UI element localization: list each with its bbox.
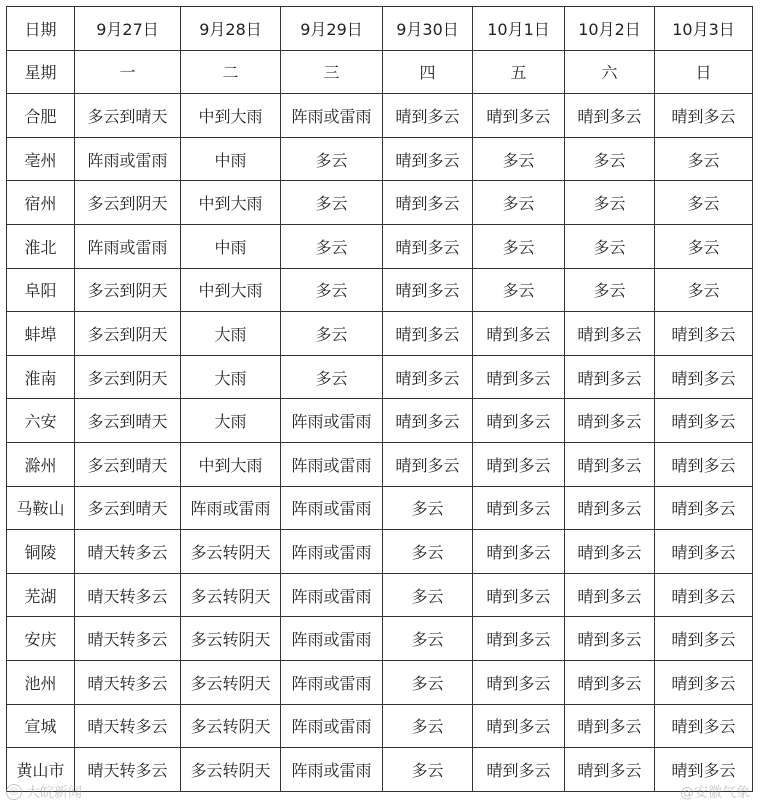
- table-cell: 多云到阴天: [75, 268, 181, 312]
- table-cell: 多云到晴天: [75, 94, 181, 138]
- table-cell: 多云: [281, 224, 383, 268]
- row-label-cell: 亳州: [7, 137, 75, 181]
- table-cell: 晴天转多云: [75, 704, 181, 748]
- table-cell: 多云: [383, 486, 473, 530]
- table-cell: 日: [655, 50, 753, 94]
- table-cell: 晴到多云: [565, 530, 655, 574]
- table-cell: 晴到多云: [383, 224, 473, 268]
- table-cell: 晴到多云: [383, 268, 473, 312]
- row-label-cell: 安庆: [7, 617, 75, 661]
- table-cell: 9月28日: [181, 7, 281, 51]
- table-row: [7, 355, 753, 399]
- table-cell: 阵雨或雷雨: [281, 617, 383, 661]
- table-cell: 晴到多云: [565, 660, 655, 704]
- table-cell: 阵雨或雷雨: [281, 94, 383, 138]
- table-cell: 多云转阴天: [181, 748, 281, 792]
- table-cell: 晴到多云: [473, 442, 565, 486]
- watermark-right: [680, 782, 750, 802]
- table-cell: 多云: [565, 268, 655, 312]
- table-cell: 多云: [281, 137, 383, 181]
- header-weekdays-row: [7, 50, 753, 94]
- table-cell: 晴到多云: [565, 399, 655, 443]
- table-cell: 晴到多云: [655, 399, 753, 443]
- table-cell: 晴到多云: [655, 573, 753, 617]
- table-cell: 五: [473, 50, 565, 94]
- table-row: [7, 399, 753, 443]
- row-label-cell: 黄山市: [7, 748, 75, 792]
- table-cell: 多云转阴天: [181, 530, 281, 574]
- table-cell: 阵雨或雷雨: [75, 137, 181, 181]
- header-dates-row: [7, 7, 753, 51]
- table-cell: 多云: [565, 137, 655, 181]
- table-cell: 晴到多云: [473, 486, 565, 530]
- table-row: [7, 530, 753, 574]
- table-cell: 阵雨或雷雨: [281, 573, 383, 617]
- watermark-left-text: 大皖新闻: [26, 785, 82, 801]
- table-row: [7, 224, 753, 268]
- table-row: [7, 748, 753, 792]
- table-cell: 多云: [655, 137, 753, 181]
- table-cell: 9月30日: [383, 7, 473, 51]
- table-cell: 多云: [383, 617, 473, 661]
- table-cell: 9月29日: [281, 7, 383, 51]
- table-row: [7, 442, 753, 486]
- table-cell: 六: [565, 50, 655, 94]
- table-cell: 多云到阴天: [75, 312, 181, 356]
- table-cell: 晴到多云: [473, 617, 565, 661]
- table-row: [7, 486, 753, 530]
- table-cell: 晴到多云: [473, 355, 565, 399]
- table-cell: 晴到多云: [383, 312, 473, 356]
- table-cell: 中到大雨: [181, 442, 281, 486]
- table-cell: 晴到多云: [655, 94, 753, 138]
- table-cell: 多云转阴天: [181, 617, 281, 661]
- table-cell: 晴到多云: [655, 704, 753, 748]
- table-cell: 中到大雨: [181, 94, 281, 138]
- table-cell: 阵雨或雷雨: [75, 224, 181, 268]
- table-row: [7, 137, 753, 181]
- table-cell: 10月3日: [655, 7, 753, 51]
- table-cell: 晴到多云: [383, 94, 473, 138]
- table-cell: 晴到多云: [655, 442, 753, 486]
- table-cell: 晴到多云: [383, 355, 473, 399]
- table-cell: 阵雨或雷雨: [281, 530, 383, 574]
- table-cell: 多云: [655, 268, 753, 312]
- table-cell: 晴天转多云: [75, 748, 181, 792]
- table-cell: 四: [383, 50, 473, 94]
- table-cell: 晴到多云: [565, 486, 655, 530]
- row-label-cell: 宿州: [7, 181, 75, 225]
- table-cell: 晴到多云: [655, 312, 753, 356]
- table-cell: 大雨: [181, 312, 281, 356]
- table-cell: 多云: [565, 181, 655, 225]
- table-cell: 晴到多云: [655, 355, 753, 399]
- table-cell: 多云: [655, 181, 753, 225]
- table-cell: 三: [281, 50, 383, 94]
- row-label-cell: 淮北: [7, 224, 75, 268]
- table-cell: 多云: [473, 224, 565, 268]
- table-cell: 晴到多云: [473, 94, 565, 138]
- table-cell: 晴天转多云: [75, 617, 181, 661]
- table-cell: 多云到阴天: [75, 355, 181, 399]
- table-cell: 多云: [383, 660, 473, 704]
- watermark-left: [6, 782, 82, 802]
- table-cell: 多云: [565, 224, 655, 268]
- table-cell: 多云: [383, 704, 473, 748]
- table-row: [7, 181, 753, 225]
- table-cell: 晴到多云: [565, 573, 655, 617]
- table-cell: 大雨: [181, 355, 281, 399]
- table-cell: 晴到多云: [565, 355, 655, 399]
- table-cell: 多云: [281, 355, 383, 399]
- row-label-cell: 池州: [7, 660, 75, 704]
- weibo-icon: ◎: [6, 784, 22, 800]
- table-cell: 晴到多云: [473, 399, 565, 443]
- table-cell: 晴到多云: [655, 617, 753, 661]
- table-cell: 多云: [383, 748, 473, 792]
- table-cell: 晴到多云: [655, 660, 753, 704]
- table-cell: 晴到多云: [655, 486, 753, 530]
- table-cell: 阵雨或雷雨: [281, 399, 383, 443]
- table-cell: 10月2日: [565, 7, 655, 51]
- row-label-cell: 蚌埠: [7, 312, 75, 356]
- table-cell: 阵雨或雷雨: [281, 704, 383, 748]
- table-cell: 晴到多云: [383, 137, 473, 181]
- table-cell: 多云到晴天: [75, 486, 181, 530]
- table-cell: 晴到多云: [565, 748, 655, 792]
- table-cell: 晴到多云: [655, 748, 753, 792]
- table-row: [7, 617, 753, 661]
- row-label-cell: 马鞍山: [7, 486, 75, 530]
- row-label-cell: 星期: [7, 50, 75, 94]
- table-cell: 晴到多云: [473, 312, 565, 356]
- table-cell: 大雨: [181, 399, 281, 443]
- table-cell: 晴到多云: [565, 312, 655, 356]
- row-label-cell: 宣城: [7, 704, 75, 748]
- table-cell: 多云: [473, 268, 565, 312]
- table-cell: 多云: [383, 573, 473, 617]
- row-label-cell: 日期: [7, 7, 75, 51]
- table-row: [7, 94, 753, 138]
- table-cell: 10月1日: [473, 7, 565, 51]
- table-cell: 多云到晴天: [75, 399, 181, 443]
- table-cell: 晴天转多云: [75, 660, 181, 704]
- row-label-cell: 滁州: [7, 442, 75, 486]
- table-cell: 晴到多云: [565, 94, 655, 138]
- table-cell: 多云: [281, 312, 383, 356]
- table-cell: 晴到多云: [473, 704, 565, 748]
- table-cell: 中雨: [181, 224, 281, 268]
- table-cell: 晴到多云: [473, 530, 565, 574]
- table-cell: 多云转阴天: [181, 704, 281, 748]
- table-cell: 多云: [383, 530, 473, 574]
- table-cell: 多云: [281, 268, 383, 312]
- table-cell: 晴到多云: [383, 442, 473, 486]
- table-cell: 多云: [473, 181, 565, 225]
- table-cell: 多云到晴天: [75, 442, 181, 486]
- table-cell: 中到大雨: [181, 268, 281, 312]
- table-cell: 阵雨或雷雨: [281, 486, 383, 530]
- row-label-cell: 六安: [7, 399, 75, 443]
- table-cell: 中到大雨: [181, 181, 281, 225]
- table-cell: 晴到多云: [473, 660, 565, 704]
- table-cell: 9月27日: [75, 7, 181, 51]
- table-cell: 多云: [655, 224, 753, 268]
- row-label-cell: 合肥: [7, 94, 75, 138]
- watermark-right-text: @安徽气象: [680, 785, 750, 801]
- table-row: [7, 312, 753, 356]
- weather-forecast-table: [6, 6, 753, 792]
- table-cell: 多云: [473, 137, 565, 181]
- table-cell: 阵雨或雷雨: [181, 486, 281, 530]
- table-cell: 晴到多云: [473, 573, 565, 617]
- table-row: [7, 660, 753, 704]
- table-row: [7, 573, 753, 617]
- table-cell: 晴到多云: [565, 704, 655, 748]
- table-cell: 阵雨或雷雨: [281, 442, 383, 486]
- table-cell: 晴到多云: [383, 181, 473, 225]
- table-cell: 二: [181, 50, 281, 94]
- row-label-cell: 淮南: [7, 355, 75, 399]
- table-row: [7, 268, 753, 312]
- table-cell: 晴到多云: [655, 530, 753, 574]
- table-cell: 多云转阴天: [181, 660, 281, 704]
- table-cell: 多云到阴天: [75, 181, 181, 225]
- table-cell: 晴到多云: [383, 399, 473, 443]
- table-cell: 晴天转多云: [75, 530, 181, 574]
- table-cell: 阵雨或雷雨: [281, 660, 383, 704]
- table-cell: 多云: [281, 181, 383, 225]
- table-cell: 晴到多云: [565, 442, 655, 486]
- table-cell: 中雨: [181, 137, 281, 181]
- row-label-cell: 芜湖: [7, 573, 75, 617]
- table-cell: 多云转阴天: [181, 573, 281, 617]
- table-cell: 晴天转多云: [75, 573, 181, 617]
- table-cell: 阵雨或雷雨: [281, 748, 383, 792]
- row-label-cell: 阜阳: [7, 268, 75, 312]
- table-row: [7, 704, 753, 748]
- table-cell: 晴到多云: [565, 617, 655, 661]
- table-cell: 一: [75, 50, 181, 94]
- table-cell: 晴到多云: [473, 748, 565, 792]
- row-label-cell: 铜陵: [7, 530, 75, 574]
